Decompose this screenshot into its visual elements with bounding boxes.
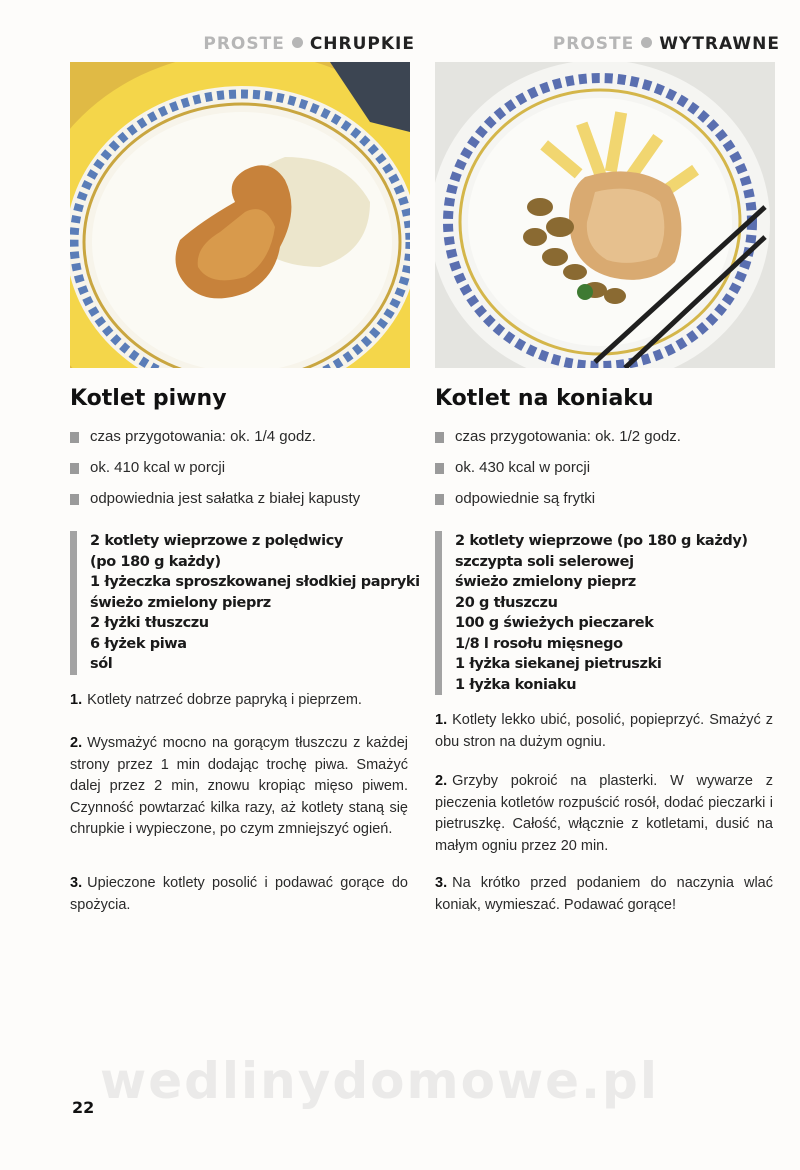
instruction-step: 3. Upieczone kotlety posolić i podawać gorące do spożycia. [70, 875, 408, 913]
ingredient-item: 2 kotlety wieprzowe (po 180 g każdy) [455, 533, 748, 549]
info-item: odpowiednie są frytki [435, 490, 681, 521]
instruction-step: 2. Grzyby pokroić na plasterki. W wywarze z pieczenia kotletów rozpuścić rosół, dodać pieczarki i pietruszkę. Całość, włącznie z kotletami, dusić na małym ogniu przez 20 min. [435, 773, 773, 854]
instruction-step: 1. Kotlety lekko ubić, posolić, popieprzyć. Smażyć z obu stron na dużym ogniu. [435, 712, 773, 750]
recipe-title: Kotlet na koniaku [435, 386, 654, 411]
info-item: czas przygotowania: ok. 1/4 godz. [70, 428, 360, 459]
kotlet-piwny-photo [70, 62, 410, 368]
category-simple: PROSTE [203, 34, 285, 54]
ingredient-item: 6 łyżek piwa [90, 635, 187, 652]
bullet-icon [435, 494, 444, 505]
ingredients-list [435, 531, 748, 695]
instruction-step: 2. Wysmażyć mocno na gorącym tłuszczu z każdej strony przez 1 min dodając trochę piwa. Smażyć dalej przez 2 min, znowu kropiąc mięso piwem. Czynność powtarzać kilka razy, aż kotlety staną się chrupkie i wypieczone, po czym zmniejszyć ogień. [70, 735, 408, 837]
kotlet-na-koniaku-photo [435, 62, 775, 368]
recipe-info-list [70, 428, 360, 521]
bullet-icon [70, 432, 79, 443]
recipe-title: Kotlet piwny [70, 386, 227, 411]
dot-separator [641, 37, 652, 48]
info-item: ok. 430 kcal w porcji [435, 459, 681, 490]
ingredient-item: świeżo zmielony pieprz [90, 594, 271, 611]
instruction-step: 1. Kotlety natrzeć dobrze papryką i pieprzem. [70, 692, 362, 708]
bullet-icon [435, 432, 444, 443]
category-header [203, 34, 415, 54]
ingredient-item: 100 g świeżych pieczarek [455, 615, 654, 631]
ingredients-list [70, 531, 420, 675]
ingredient-item: sól [90, 656, 113, 672]
ingredient-item: 1 łyżka siekanej pietruszki [455, 656, 662, 672]
ingredient-item: świeżo zmielony pieprz [455, 574, 636, 590]
info-item: odpowiednia jest sałatka z białej kapusty [70, 490, 360, 521]
bullet-icon [435, 463, 444, 474]
ingredient-item: 2 kotlety wieprzowe z polędwicy [90, 533, 343, 549]
info-item: czas przygotowania: ok. 1/2 godz. [435, 428, 681, 459]
category-header [553, 34, 780, 54]
instruction-step: 3. Na krótko przed podaniem do naczynia wlać koniak, wymieszać. Podawać gorące! [435, 875, 773, 913]
ingredient-item: 1 łyżka koniaku [455, 676, 577, 693]
ingredient-item: 1/8 l rosołu mięsnego [455, 635, 623, 652]
ingredient-item: (po 180 g każdy) [90, 553, 221, 570]
ingredient-item: 2 łyżki tłuszczu [90, 615, 209, 631]
recipe-info-list [435, 428, 681, 521]
category-type: CHRUPKIE [309, 34, 415, 54]
category-type: WYTRAWNE [659, 34, 780, 54]
dot-separator [292, 37, 303, 48]
watermark-text: wedlinydomowe.pl [100, 1052, 659, 1110]
ingredient-item: 1 łyżeczka sproszkowanej słodkiej papryki [90, 574, 420, 590]
ingredient-item: 20 g tłuszczu [455, 594, 558, 611]
page-number: 22 [72, 1098, 95, 1117]
bullet-icon [70, 463, 79, 474]
info-item: ok. 410 kcal w porcji [70, 459, 360, 490]
bullet-icon [70, 494, 79, 505]
ingredient-item: szczypta soli selerowej [455, 553, 634, 570]
category-simple: PROSTE [552, 34, 635, 54]
